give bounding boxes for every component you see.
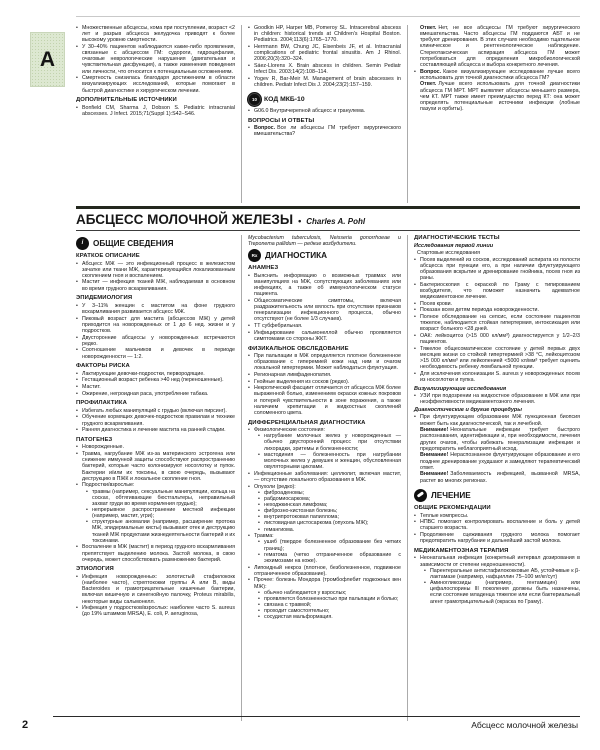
list-item: • Продолжение сцеживания грудного молока помогает предотвратить нагрубание и дальнейший застой молока. bbox=[414, 532, 580, 544]
sub-list bbox=[258, 490, 401, 533]
sub-list bbox=[424, 568, 580, 605]
list-item: • Вопрос. Какое визуализирующее исследование лучше всего использовать для точной диагностики абсцесса ГМ? bbox=[414, 69, 580, 81]
page-top-rule bbox=[76, 16, 580, 17]
first-line-heading: Исследования первой линии bbox=[414, 243, 494, 249]
list-item: • Инфекционные заболевания: целлюлит, включая мастит, — отсутствие локального образования в МЖ. bbox=[248, 471, 401, 483]
list-item: • проявляется болезненностью при пальпации и болью; bbox=[258, 596, 401, 602]
diagnostics-heading: ДИАГНОСТИКА bbox=[265, 250, 328, 260]
epidemiology-list bbox=[76, 303, 235, 360]
warning-3 bbox=[414, 471, 580, 483]
pathogenesis-heading: ПАТОГЕНЕЗ bbox=[76, 436, 113, 443]
general-info-heading: ОБЩИЕ СВЕДЕНИЯ bbox=[93, 238, 174, 248]
list-item: • Неонатальная инфекция (конкретный интервал дозирования в зависимости от степени недоношенности). • Парентеральные антистафилококковые АБ, устойчивые к β-лактамазе (например, нафциллин 75–100 мг/кг/сут) • Аминогликозиды (например, гентамицин) или цефалоспорины III поколения должны быть назначены, если состояние младенца тяжелое или если бактериальный агент грамотрицательный (окраска по Граму). bbox=[414, 555, 580, 604]
list-item: • Гнойные выделения из сосков (редко). bbox=[248, 379, 401, 385]
warning-lead: Внимание! bbox=[420, 471, 449, 478]
medication-therapy-list bbox=[414, 555, 580, 604]
list-item: • Ранняя диагностика и лечение мастита на ранней стадии. bbox=[76, 427, 235, 433]
list-item: • Инфекция новорожденных: золотистый стафилококк (наиболее часто), стрептококки группы А или В, виды Bacteroides и грамотрицательные кишечные бактерии, включая кишечную и синегнойную палочку, Proteus mirabilis, некоторые виды сальмонелл. bbox=[76, 574, 235, 605]
list-item: • Двусторонние абсцессы у новорожденных встречаются редко. bbox=[76, 335, 235, 347]
list-item: • УЗИ при подозрении на жидкостное образование в МЖ или при неэффективности медикаментозного лечения. bbox=[414, 393, 580, 405]
prevention-heading: ПРОФИЛАКТИКА bbox=[76, 400, 127, 407]
list-item: • ТТ субфебрильная. bbox=[248, 323, 401, 329]
answer-2 bbox=[414, 81, 580, 112]
list-item: • Herrmann BW, Chung JC, Eisenbeis JF, et al. Intracranial complications of pediatric frontal sinusitis. Am J Rhinol. 2006;20(3):320–324. bbox=[248, 44, 401, 62]
list-item: • Физиологические состояния: • нагрубание молочных желез у новорожденных — обычно двусторонний процесс при отсутствии лихорадки, эритемы и болезненности; • мастодиния — болезненность при нагрубании молочных желез у девушек и женщин, обусловленная овуляторными циклами. bbox=[248, 427, 401, 470]
physical-exam-list bbox=[248, 353, 401, 416]
list-item: • Посев выделений из сосков, исследований аспирата из полости абсцесса при пункции его, а при наличии флуктуирующего образования вскрытие и дренирование гнойника, посев гноя из раны. bbox=[414, 257, 580, 282]
list-item: • Тяжелое общесоматическое состояние у детей первых двух месяцев жизни со стойкой гипертермией >38 °C, лейкоцитозом >15 000 кл/мм³ или лейкопенией <5000 кл/мм³ требует оценить необходимость ребенку люмбальной пункции. bbox=[414, 346, 580, 371]
list-item: • гематома (четко отграниченное образование с экхимозами на коже). bbox=[258, 552, 401, 564]
imaging-list bbox=[414, 393, 580, 405]
sub-list bbox=[258, 539, 401, 564]
differential-list bbox=[248, 427, 401, 620]
additional-sources-list bbox=[76, 105, 235, 117]
treatment-section-header bbox=[414, 489, 580, 502]
list-item: • Ожирение, негроидная раса, употребление табака. bbox=[76, 391, 235, 397]
list-item: • Пиковый возраст для мастита (абсцессов МЖ) у детей приходится на новорожденных от 1 до 6 нед. жизни и у подростков. bbox=[76, 316, 235, 334]
sub-list bbox=[86, 489, 235, 544]
risk-factors-heading: ФАКТОРЫ РИСКА bbox=[76, 363, 130, 370]
answer-lead: Ответ. bbox=[420, 25, 437, 31]
question-2-list bbox=[414, 69, 580, 81]
answer-text: Лучше всего использовать для точной диагностики абсцесса ГМ МРТ. МРТ выявляет абсцессы меньшего размера, чем КТ. МРТ также имеет преимущество перед КТ: она может определять потенциальные источники инфекции (лобные пазухи и орбиты). bbox=[420, 81, 580, 113]
list-item: • Множественные абсцессы, кома при поступлении, возраст <2 лет и разрыв абсцесса желудочка приводят к более высокому уровню смертности. bbox=[76, 25, 235, 43]
list-item: • связана с травмой; bbox=[258, 602, 401, 608]
article-column-3 bbox=[408, 235, 580, 721]
list-item: • Регионарная лимфаденопатия. bbox=[248, 372, 401, 378]
list-item: • Травма, нагрубание МЖ из-за материнского эстрогена или снижение иммунной защиты способствуют распространению бактерий, которые часто колонизируют носоглотку и пупок. Бактерии и/или их токсины, в свою очередь, вызывают деструкцию в ПЖК и локальное скопление гноя. bbox=[76, 451, 235, 482]
procedures-heading: Диагностические и другие процедуры bbox=[414, 407, 522, 414]
icd-heading: КОД МКБ-10 bbox=[264, 96, 305, 104]
list-item: • Гестационный возраст ребенка >40 нед (переношенные). bbox=[76, 377, 235, 383]
list-item: • Посев крови. bbox=[414, 301, 580, 307]
title-separator: • bbox=[298, 215, 302, 226]
list-item: • непрерывное распространение местной инфекции (например, мастит, угри); bbox=[86, 507, 235, 519]
rx-icon bbox=[248, 249, 261, 262]
list-item: • Некротический фасциит отличается от абсцесса МЖ более выраженной болью, изменением окраски кожных покровов и потерей чувствительности в зоне поражения, а также наличием крепитации и жидкостных скоплений соломенного цвета. bbox=[248, 385, 401, 416]
list-item: • нагрубание молочных желез у новорожденных — обычно двусторонний процесс при отсутствии лихорадки, эритемы и болезненности; bbox=[258, 433, 401, 451]
list-item: • Общесоматические симптомы, включая раздражительность или вялость при отсутствии признаков генерализации инфекционного процесса, обычно отсутствуют (не более 1/3 случаев). bbox=[248, 298, 401, 323]
risk-factors-list bbox=[76, 371, 235, 397]
list-item: • Выяснить информацию о возможных травмах или манипуляциях на МЖ, сопутствующих заболеваниях или инфекциях, а также об иммунологическом статусе пациента. bbox=[248, 273, 401, 298]
list-item: • Показан всем детям периода новорожденности. bbox=[414, 307, 580, 313]
list-item: • Инфицирование сальмонеллой обычно проявляется симптомами со стороны ЖКТ. bbox=[248, 330, 401, 342]
warning-lead: Внимание! bbox=[420, 427, 449, 434]
list-item: • Инфекция у подростков/взрослых: наиболее часто S. aureus (до 19% штаммов MRSA), E. coli, P. aeruginosa, bbox=[76, 605, 235, 617]
warning-1 bbox=[414, 427, 580, 452]
list-item: • листовидная цистосаркома (опухоль МЖ); bbox=[258, 520, 401, 526]
epidemiology-heading: ЭПИДЕМИОЛОГИЯ bbox=[76, 295, 133, 302]
list-item: • Yogev R, Bar-Meir M. Management of brain abscesses in children. Pediatr Infect Dis J. 2004;23(2):157–159. bbox=[248, 76, 401, 88]
list-item: • обычно наблюдается у взрослых; bbox=[258, 590, 401, 596]
general-recommendations-heading: ОБЩИЕ РЕКОМЕНДАЦИИ bbox=[414, 505, 491, 512]
list-item: • ОАК: лейкоцитоз (>15 000 кл/мм³) диагностируется у 1/2–2/3 пациентов. bbox=[414, 333, 580, 345]
list-item: • Соотношение мальчиков и девочек в периоде новорожденности — 1:2. bbox=[76, 347, 235, 359]
list-item: • ушиб (твердое болезненное образование без четких границ); bbox=[258, 539, 401, 551]
list-item: • Смертность снизилась благодаря достижениям в области визуализирующих исследований, которые помогают в быстрой диагностике и хирургическом лечении. bbox=[76, 75, 235, 93]
article-column-1 bbox=[76, 235, 242, 721]
list-item: • мастодиния — болезненность при нагрубании молочных желез у девушек и женщин, обусловленная овуляторными циклами. bbox=[258, 452, 401, 470]
list-item: • Мастит. bbox=[76, 384, 235, 390]
first-line-tests-list bbox=[414, 257, 580, 384]
list-item: • травмы (например, сексуальные манипуляции, кольца на сосках, обтягивающие бюстгальтеры, неправильный захват груди во время кормления грудью); bbox=[86, 489, 235, 507]
list-item: • Прочее: болезнь Мондора (тромбофлебит подкожных вен МЖ): • обычно наблюдается у взрослых; • проявляется болезненностью при пальпации и болью; • связана с травмой; • проходит самостоятельно; • сосудистая мальформация. bbox=[248, 577, 401, 620]
list-item: • G06.0 Внутричерепной абсцесс и гранулема. bbox=[248, 108, 401, 114]
list-item: • Обучение кормящих девочек-подростков правилам и технике грудного вскармливания. bbox=[76, 414, 235, 426]
info-icon-glyph: i bbox=[81, 240, 84, 246]
list-item: • проходит самостоятельно; bbox=[258, 608, 401, 614]
icd-code-heading-row bbox=[248, 93, 401, 106]
top-column-3 bbox=[408, 25, 580, 203]
list-item: • структурные аномалии (например, расширение протока МЖ, эпидермальные кисты) вызывают отек и деструкцию тканей МЖ продуктами жизнедеятельности бактерий и их токсинами. bbox=[86, 519, 235, 544]
article-body bbox=[76, 235, 580, 721]
list-item: • Травма: • ушиб (твердое болезненное образование без четких границ); • гематома (четко отграниченное образование с экхимозами на коже). bbox=[248, 533, 401, 564]
list-item: • Новорожденные. bbox=[76, 444, 235, 450]
list-item: • Липоидный некроз (плотное, безболезненное, подвижное отграниченное образование). bbox=[248, 565, 401, 577]
previous-article-continuation bbox=[76, 25, 580, 203]
footer-rule bbox=[53, 716, 580, 717]
pill-icon-shape bbox=[417, 492, 425, 499]
mortality-bullet-list bbox=[76, 25, 235, 94]
lead-label: Вопрос. bbox=[420, 68, 442, 75]
list-item: • Полное обследование на сепсис, если состояние пациентов тяжелое, наблюдается стойкая гипертермия, интоксикация или возраст больного <28 дней. bbox=[414, 314, 580, 332]
list-item: • Воспаление в МЖ (мастит) в период грудного вскармливания препятствует выделению молока. Застой молока, в свою очередь, может способствовать размножению бактерий. bbox=[76, 544, 235, 562]
question-1-list bbox=[248, 125, 401, 137]
list-item: • Абсцесс МЖ — это инфекционный процесс в железистом зачатке или ткани МЖ, характеризующийся локализованным скоплением гноя и воспалением. bbox=[76, 261, 235, 279]
additional-sources-heading: ДОПОЛНИТЕЛЬНЫЕ ИСТОЧНИКИ bbox=[76, 97, 177, 104]
anamnesis-heading: АНАМНЕЗ bbox=[248, 265, 279, 272]
diagnostics-section-header bbox=[248, 249, 401, 262]
warning-text: Заболеваемость инфекцией, вызванной MRSA, растет во многих регионах. bbox=[420, 471, 580, 484]
etiology-heading: ЭТИОЛОГИЯ bbox=[76, 566, 114, 573]
list-item: • фиброаденомы; bbox=[258, 490, 401, 496]
sub-list bbox=[258, 433, 401, 470]
list-item: • Вопрос. Все ли абсцессы ГМ требуют хирургического вмешательства? bbox=[248, 125, 401, 137]
differential-heading: ДИФФЕРЕНЦИАЛЬНАЯ ДИАГНОСТИКА bbox=[248, 419, 366, 426]
lead-label: Вопрос. bbox=[254, 125, 276, 132]
list-item: • Аминогликозиды (например, гентамицин) или цефалоспорины III поколения должны быть назначены, если состояние младенца тяжелое или если бактериальный агент грамотрицательный (окраска по Граму). bbox=[424, 580, 580, 605]
treatment-heading: ЛЕЧЕНИЕ bbox=[431, 490, 471, 500]
article-title: АБСЦЕСС МОЛОЧНОЙ ЖЕЛЕЗЫ bbox=[76, 211, 294, 227]
etiology-continuation: Mycobacterium tuberculosis, Neisseria gonorrhoeae и Treponema pallidum — редкие возбудители. bbox=[248, 234, 401, 247]
warning-2 bbox=[414, 452, 580, 470]
list-item: • Парентеральные антистафилококковые АБ, устойчивые к β-лактамазе (например, нафциллин 75–100 мг/кг/сут) bbox=[424, 568, 580, 580]
pill-icon bbox=[414, 489, 427, 502]
page-number: 2 bbox=[22, 719, 29, 731]
pathogenesis-list bbox=[76, 444, 235, 562]
initial-tests-subheading: Стартовые исследования bbox=[417, 250, 480, 256]
physical-exam-heading: ФИЗИКАЛЬНОЕ ОБСЛЕДОВАНИЕ bbox=[248, 345, 349, 352]
list-item: • При флуктуирующем образовании МЖ пункционная биопсия может быть как диагностической, так и лечебной. bbox=[414, 414, 580, 426]
general-recommendations-list bbox=[414, 513, 580, 545]
list-item: • гемангиома. bbox=[258, 527, 401, 533]
page-content bbox=[76, 16, 580, 721]
rx-icon-glyph: Rx bbox=[251, 252, 258, 258]
article-column-2 bbox=[242, 235, 408, 721]
anamnesis-list bbox=[248, 273, 401, 342]
answer-lead: Ответ. bbox=[420, 81, 437, 88]
warning-lead: Внимание! bbox=[420, 452, 449, 459]
tab-letter: А bbox=[39, 47, 56, 71]
list-item: • Для исключения колонизации S. aureus у новорожденных посев из носоглотки и пупка. bbox=[414, 371, 580, 383]
list-item: • Бактериоскопия с окраской по Граму с типированием возбудителя, что поможет назначить адекватное медикаментозное лечение. bbox=[414, 282, 580, 300]
brief-description-heading: КРАТКОЕ ОПИСАНИЕ bbox=[76, 253, 140, 259]
article-title-block bbox=[76, 206, 580, 231]
list-item: • сосудистая мальформация. bbox=[258, 614, 401, 620]
medication-therapy-heading: МЕДИКАМЕНТОЗНАЯ ТЕРАПИЯ bbox=[414, 547, 509, 554]
top-column-1 bbox=[76, 25, 242, 203]
references-list bbox=[248, 25, 401, 88]
article-author: Charles A. Pohl bbox=[306, 216, 366, 226]
prevention-list bbox=[76, 408, 235, 434]
answer-1 bbox=[414, 25, 580, 68]
list-item: • Подростки/взрослые: • травмы (например, сексуальные манипуляции, кольца на сосках, обтягивающие бюстгальтеры, неправильный захват груди во время кормления грудью); • непрерывное распространение местной инфекции (например, мастит, угри); • структурные аномалии (например, расширение протока МЖ, эпидермальные кисты) вызывают отек и деструкцию тканей МЖ продуктами жизнедеятельности бактерий и их токсинами. bbox=[76, 482, 235, 544]
running-footer-title: Абсцесс молочной железы bbox=[471, 720, 578, 730]
list-item: • внутрипротоковая папиллома; bbox=[258, 514, 401, 520]
warning-text: Нераспознанное флуктуирующее образование и его позднее дренирование ухудшают и замедляют терапевтический ответ. bbox=[420, 452, 580, 471]
diagnostic-tests-heading: ДИАГНОСТИЧЕСКИЕ ТЕСТЫ bbox=[414, 234, 500, 241]
sub-list bbox=[258, 590, 401, 621]
icd-badge-glyph: 10 bbox=[252, 97, 257, 103]
icd-badge-icon bbox=[248, 93, 261, 106]
icd-code-list bbox=[248, 108, 401, 114]
list-item: • Избегать любых манипуляций с грудью (включая пирсинг). bbox=[76, 408, 235, 414]
top-column-2 bbox=[242, 25, 408, 203]
info-icon bbox=[76, 237, 89, 250]
questions-answers-heading: ВОПРОСЫ И ОТВЕТЫ bbox=[248, 117, 315, 124]
etiology-list bbox=[76, 574, 235, 618]
list-item: • Теплые компрессы. bbox=[414, 513, 580, 519]
list-item: • Мастит — инфекция тканей МЖ, наблюдаемая в основном во время грудного вскармливания. bbox=[76, 279, 235, 291]
list-item: • НПВС помогают контролировать воспаление и боль у детей старшего возраста. bbox=[414, 519, 580, 531]
imaging-heading: Визуализирующие исследования bbox=[414, 385, 507, 392]
list-item: • фиброзно-кистозная болезнь; bbox=[258, 508, 401, 514]
list-item: • Опухоли (редко): • фиброаденомы; • рабдомиосаркома; • неходжкинская лимфома; • фиброзно-кистозная болезнь; • внутрипротоковая папиллома; • листовидная цистосаркома (опухоль МЖ); • гемангиома. bbox=[248, 484, 401, 533]
list-item: • Лактирующие девочки-подростки, первородящие. bbox=[76, 371, 235, 377]
list-item: • У 30–40% пациентов наблюдаются какие-либо проявления, связанные с абсцессом ГМ: судороги, гидроцефалия, очаговые неврологические нарушения (двигательная и чувствительная дисфункция), а также изменения поведения или личности, что относится к потенциальным осложнениям. bbox=[76, 44, 235, 75]
list-item: • неходжкинская лимфома; bbox=[258, 502, 401, 508]
procedures-list bbox=[414, 414, 580, 426]
brief-description-list bbox=[76, 261, 235, 292]
list-item: • рабдомиосаркома; bbox=[258, 496, 401, 502]
list-item: • Sáez-Llorens X. Brain abscess in children. Semin Pediatr Infect Dis. 2003;14(2):108–114. bbox=[248, 63, 401, 75]
general-info-section-header bbox=[76, 237, 235, 250]
thumb-index-tab bbox=[30, 32, 65, 87]
list-item: • У 3–11% женщин с маститом на фоне грудного вскармливания развивается абсцесс МЖ. bbox=[76, 303, 235, 315]
list-item: • Goodkin HP, Harper MB, Pomeroy SL. Intracerebral abscess in children: historical trends at Children's Hospital Boston. Pediatrics. 2004;113(6):1765–1770. bbox=[248, 25, 401, 43]
list-item: • При пальпации в МЖ определяется плотное болезненное образование с гиперемией кожи над ним и очагом локальной гипертермии. Может наблюдаться флуктуация. bbox=[248, 353, 401, 371]
answer-text: Нет, не все абсцессы ГМ требуют хирургического вмешательства. Часто абсцессы ГМ поддаются АБТ и не требуют дренирования. В этих случаях необходимо тщательное клиническое и рентгенологическое наблюдение. Стереотаксическая аспирация абсцесса ГМ может потребоваться для определения микробиологической составляющей абсцесса и выбора конкретного лечения. bbox=[420, 25, 580, 68]
warning-text: Неонатальные инфекции требует быстрого распознавания, идентификации и, при необходимости, лечения других очагов, чтобы избежать генерализации инфекции и предотвратить неблагоприятный исход. bbox=[420, 427, 580, 452]
list-item: • Bonfield CM, Sharma J, Dobson S. Pediatric intracranial abscesses. J Infect. 2015;71(Suppl 1):S42–S46. bbox=[76, 105, 235, 117]
